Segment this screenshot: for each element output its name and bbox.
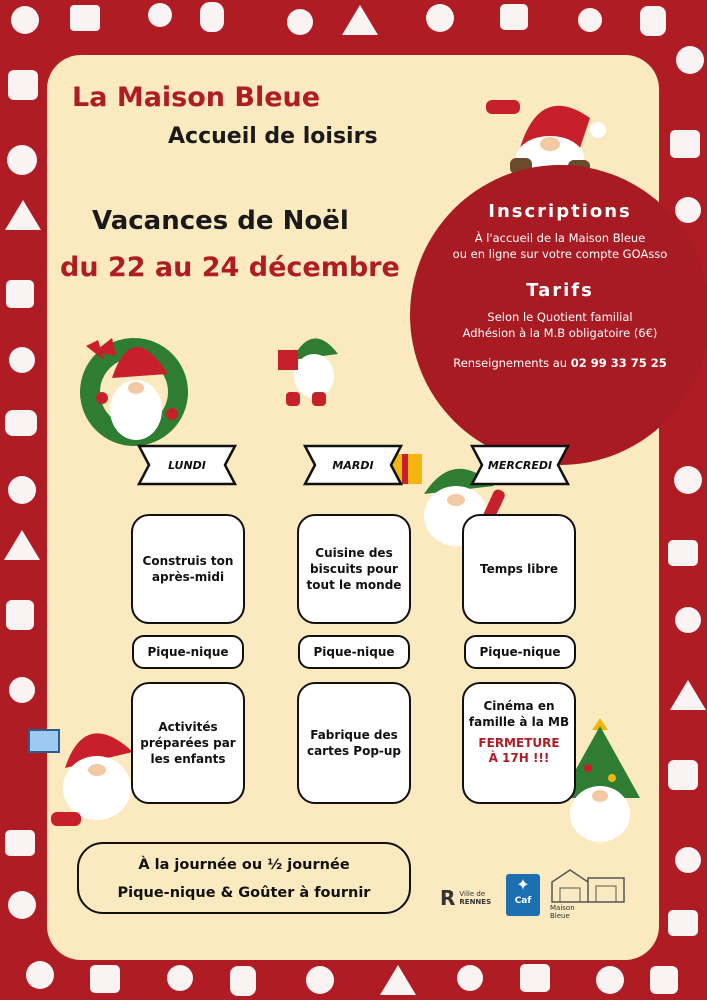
activity-line: tout le monde: [306, 578, 402, 592]
contact-phone: 02 99 33 75 25: [570, 356, 667, 370]
day-banner-mercredi: [470, 444, 570, 486]
tarifs-line: Selon le Quotient familial: [487, 310, 633, 324]
activity-line: Construis ton: [142, 554, 234, 568]
maison-bleue-line: Maison: [550, 904, 575, 912]
lunch-mercredi: Pique-nique: [464, 635, 576, 669]
maison-bleue-building-icon: [550, 868, 626, 904]
day-banner-mardi: [303, 444, 403, 486]
activity-line: Fabrique des: [310, 728, 398, 742]
contact-line: [410, 355, 707, 371]
caf-star-icon: ✦: [516, 875, 530, 894]
gnome-wreath-icon: [72, 318, 202, 458]
closing-line: FERMETURE: [478, 736, 560, 750]
activity-line: les enfants: [150, 752, 226, 766]
activity-line: Activités: [158, 720, 218, 734]
brand-title: La Maison Bleue: [72, 82, 321, 113]
inscriptions-title: Inscriptions: [488, 201, 632, 222]
info-circle: [410, 165, 707, 465]
activity-line: cartes Pop-up: [306, 744, 402, 758]
activity-line: Cuisine des: [315, 546, 393, 560]
activity-morning-mercredi: [462, 514, 576, 624]
lunch-mardi: Pique-nique: [298, 635, 410, 669]
day-label: LUNDI: [168, 458, 206, 472]
vacation-dates: du 22 au 24 décembre: [60, 252, 400, 283]
rennes-line: RENNES: [459, 898, 492, 906]
gnome-elf-icon: [272, 320, 352, 410]
closing-notice: [469, 736, 569, 766]
tarifs-line: Adhésion à la M.B obligatoire (6€): [462, 326, 658, 340]
vacation-title: Vacances de Noël: [92, 206, 349, 236]
page-subtitle: Accueil de loisirs: [168, 124, 378, 149]
activity-afternoon-mercredi: [462, 682, 576, 804]
closing-line: À 17H !!!: [488, 751, 550, 765]
activity-afternoon-lundi: [131, 682, 245, 804]
activity-morning-mardi: [297, 514, 411, 624]
inscriptions-line: ou en ligne sur votre compte GOAsso: [452, 247, 668, 261]
maison-bleue-logo-text: [550, 904, 575, 920]
day-label: MERCREDI: [487, 458, 553, 472]
rennes-logo: [440, 886, 491, 910]
activity-line: famille à la MB: [468, 715, 570, 729]
activity-line: Cinéma en: [483, 699, 555, 713]
contact-label: Renseignements au: [453, 356, 568, 370]
activity-line: après-midi: [151, 570, 225, 584]
activity-morning-lundi: [131, 514, 245, 624]
lunch-lundi: Pique-nique: [132, 635, 244, 669]
caf-label: Caf: [514, 896, 532, 906]
maison-bleue-line: Bleue: [550, 912, 570, 920]
footer-line: Pique-nique & Goûter à fournir: [117, 885, 371, 901]
tarifs-title: Tarifs: [526, 280, 594, 301]
activity-afternoon-mardi: [297, 682, 411, 804]
day-banner-lundi: [137, 444, 237, 486]
rennes-r-icon: R: [440, 886, 456, 910]
activity-line: biscuits pour: [310, 562, 398, 576]
footer-line: À la journée ou ½ journée: [138, 857, 350, 873]
inscriptions-line: À l'accueil de la Maison Bleue: [474, 231, 646, 245]
activity-line: Temps libre: [479, 562, 559, 576]
caf-logo: [506, 874, 540, 916]
activity-line: préparées par: [140, 736, 236, 750]
footer-note: [77, 842, 411, 914]
rennes-line: Ville de: [459, 890, 486, 898]
day-label: MARDI: [332, 458, 374, 472]
